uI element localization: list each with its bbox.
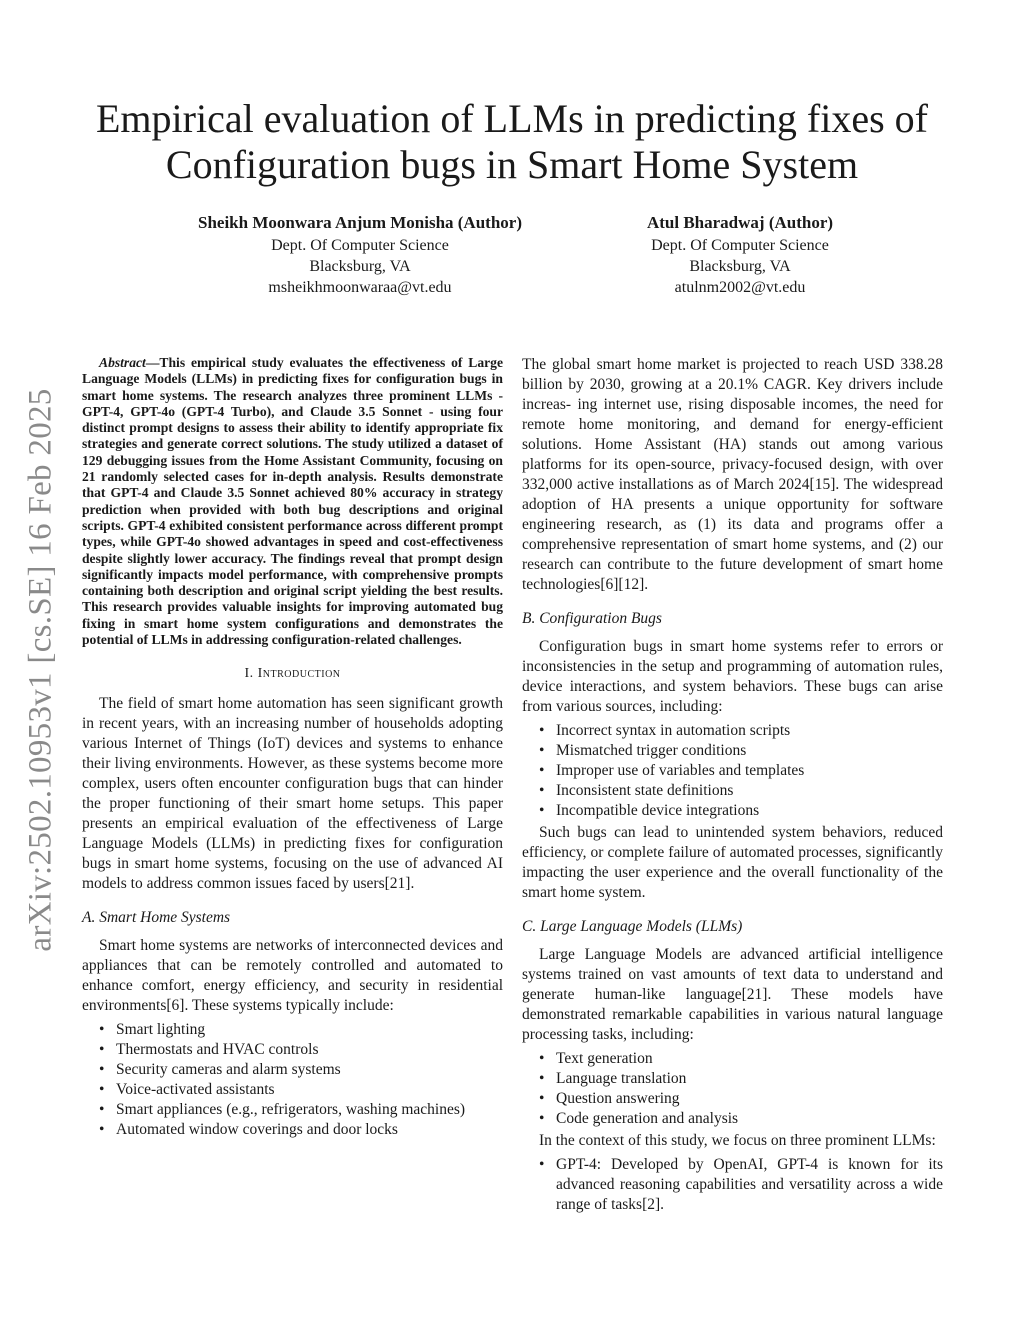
author-block-1 [150, 212, 570, 298]
author-dept: Dept. Of Computer Science [651, 237, 829, 254]
llm-models-list [522, 1155, 943, 1215]
paper-title: Empirical evaluation of LLMs in predicting fixes of Configuration bugs in Smart Home System [96, 96, 928, 187]
left-column [82, 355, 503, 1142]
author-email: atulnm2002@vt.edu [674, 279, 806, 296]
subsection-heading-smart-home: A. Smart Home Systems [82, 909, 231, 927]
list-item: • Smart appliances (e.g., refrigerators, washing machines) [116, 1100, 503, 1120]
author-dept: Dept. Of Computer Science [271, 237, 449, 254]
section-heading-introduction: I. Introduction [244, 666, 341, 682]
subsection-heading-configuration-bugs: B. Configuration Bugs [522, 610, 662, 627]
abstract [82, 355, 503, 648]
llm-tasks-list [522, 1049, 943, 1129]
list-item: • Improper use of variables and templates [556, 761, 943, 781]
config-bugs-paragraph: Configuration bugs in smart home systems refer to errors or inconsistencies in the setup and programming of automation rules, device interactions, and system behaviors. These bugs can arise from various sources, including: [522, 638, 943, 715]
list-item: • Incorrect syntax in automation scripts [556, 721, 943, 741]
list-item: • Security cameras and alarm systems [116, 1060, 503, 1080]
market-paragraph: The global smart home market is projected to reach USD 338.28 billion by 2030, growing at a 20.1% CAGR. Key drivers include increas- ing internet use, rising disposable incomes, the need for remote home monitoring, and demand for energy-efficient solutions. Home Assistant (HA) stands out among various platforms for its open-source, privacy-focused design, with over 332,000 active installations as of March 2024[15]. The widespread adoption of HA presents a unique opportunity for software engineering research, as (1) its data and programs offer a comprehensive representation of smart home systems, and (2) our research can contribute to the future development of smart home technologies[6][12]. [522, 356, 943, 593]
list-item: • Incompatible device integrations [556, 801, 943, 821]
arxiv-id: arXiv:2502.10953v1 [cs.SE] 16 Feb 2025 [22, 388, 59, 952]
abstract-label: Abstract [99, 355, 146, 370]
list-item: • Automated window coverings and door locks [116, 1120, 503, 1140]
author-block-2 [590, 212, 890, 298]
list-item: • Smart lighting [116, 1020, 503, 1040]
config-bugs-after-paragraph: Such bugs can lead to unintended system behaviors, reduced efficiency, or complete failure of automated processes, significantly impacting the user experience and the overall functionality of the smart home system. [522, 824, 943, 901]
config-bugs-list [522, 721, 943, 821]
list-item: • Inconsistent state definitions [556, 781, 943, 801]
list-item: • Thermostats and HVAC controls [116, 1040, 503, 1060]
subsection-heading-llms: C. Large Language Models (LLMs) [522, 918, 743, 935]
intro-paragraph: The field of smart home automation has seen significant growth in recent years, with an increasing number of households adopting various Internet of Things (IoT) devices and systems to enhance their living environments. However, as these systems become more complex, users often encounter configuration bugs that can hinder the proper functioning of their smart home setups. This paper presents an empirical evaluation of the effectiveness of Large Language Models (LLMs) in predicting fixes for configuration bugs in smart home systems, focusing on the use of advanced AI models to address common issues faced by users[21]. [82, 695, 503, 893]
smart-home-paragraph: Smart home systems are networks of interconnected devices and appliances that can be remotely controlled and automated to enhance comfort, energy efficiency, and security in residential environments[6]. These systems typically include: [82, 937, 503, 1015]
list-item: • Question answering [556, 1089, 943, 1109]
list-item: • Text generation [556, 1049, 943, 1069]
author-name: Atul Bharadwaj (Author) [646, 213, 834, 232]
list-item: • GPT-4: Developed by OpenAI, GPT-4 is known for its advanced reasoning capabilities and versatility across a wide range of tasks[2]. [556, 1155, 943, 1215]
abstract-text: —This empirical study evaluates the effectiveness of Large Language Models (LLMs) in predicting fixes for configuration bugs in smart home systems. The research analyzes three prominent LLMs - GPT-4, GPT-4o (GPT-4 Turbo), and Claude 3.5 Sonnet - using four distinct prompt designs to assess their ability to identify appropriate fix strategies and generate correct solutions. The study utilized a dataset of 129 debugging issues from the Home Assistant Community, focusing on 21 randomly selected cases for in-depth analysis. Results demonstrate that GPT-4 and Claude 3.5 Sonnet achieved 80% accuracy in strategy prediction when provided with both bug descriptions and original scripts. GPT-4 exhibited consistent performance across different prompt types, while GPT-4o showed advantages in speed and cost-effectiveness despite slightly lower accuracy. The findings reveal that prompt design significantly impacts model performance, with comprehensive prompts containing both description and original script yielding the best results. This research provides valuable insights for improving automated bug fixing in smart home system configurations and demonstrates the potential of LLMs in addressing configuration-related challenges. [82, 355, 503, 648]
author-location: Blacksburg, VA [689, 258, 791, 275]
list-item: • Language translation [556, 1069, 943, 1089]
author-name: Sheikh Moonwara Anjum Monisha (Author) [198, 213, 522, 232]
smart-home-list [82, 1020, 503, 1140]
list-item: • Code generation and analysis [556, 1109, 943, 1129]
llms-paragraph: Large Language Models are advanced artificial intelligence systems trained on vast amounts of text data to understand and generate human-like language[21]. These models have demonstrated remarkable capabilities in various natural language processing tasks, including: [522, 946, 943, 1043]
llms-context-paragraph: In the context of this study, we focus on three prominent LLMs: [539, 1132, 936, 1149]
list-item: • Voice-activated assistants [116, 1080, 503, 1100]
arxiv-side-stamp [21, 365, 61, 975]
list-item: • Mismatched trigger conditions [556, 741, 943, 761]
right-column [522, 355, 943, 1217]
author-email: msheikhmoonwaraa@vt.edu [268, 279, 452, 296]
author-location: Blacksburg, VA [309, 258, 411, 275]
